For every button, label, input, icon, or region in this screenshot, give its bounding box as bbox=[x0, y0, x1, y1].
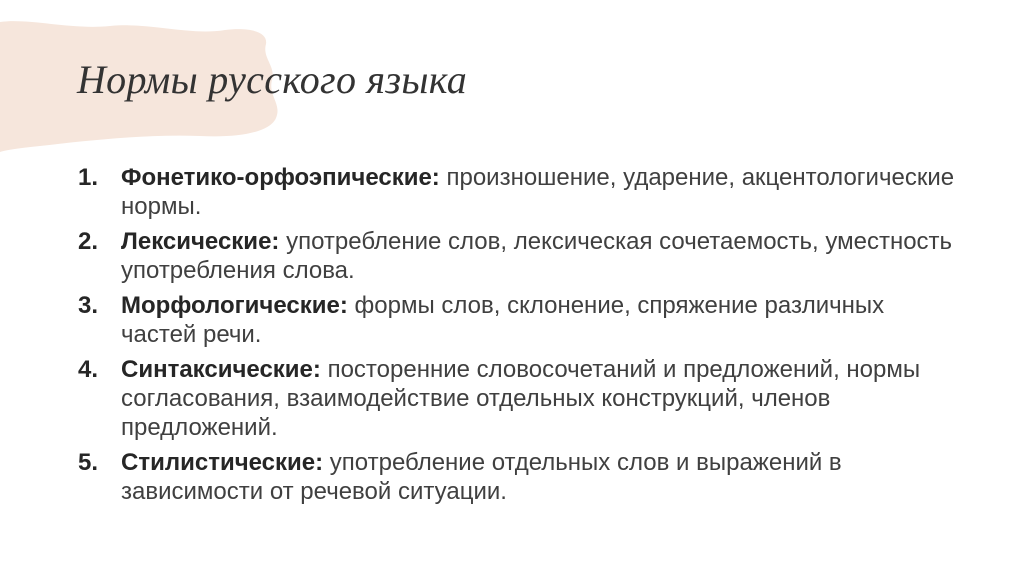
list-item-term: Стилистические: bbox=[121, 449, 324, 476]
list-item-description: формы слов, склонение, спряжение различных частей речи. bbox=[121, 292, 885, 348]
list-item-description: посторенние словосочетаний и предложений, нормы согласования, взаимодействие отдельных конструкций, членов предложений. bbox=[121, 356, 921, 441]
list-item-text bbox=[121, 163, 958, 221]
list-item-text bbox=[121, 448, 958, 506]
list-item-number: 4. bbox=[78, 356, 99, 383]
list-item-number: 3. bbox=[78, 292, 99, 319]
list-item-term: Лексические: bbox=[121, 228, 280, 255]
list-item-stylistic bbox=[78, 448, 958, 506]
list-item-lexical bbox=[78, 227, 958, 285]
list-item-number: 2. bbox=[78, 228, 99, 255]
list-item-morphological bbox=[78, 291, 958, 349]
list-item-description: употребление отдельных слов и выражений в зависимости от речевой ситуации. bbox=[121, 449, 842, 505]
list-item-text bbox=[121, 355, 958, 442]
list-item-syntactic bbox=[78, 355, 958, 442]
list-item-term: Фонетико-орфоэпические: bbox=[121, 164, 440, 191]
list-item-number: 5. bbox=[78, 449, 99, 476]
list-item-term: Морфологические: bbox=[121, 292, 348, 319]
list-item-description: произношение, ударение, акцентологические нормы. bbox=[121, 164, 955, 220]
list-item-term: Синтаксические: bbox=[121, 356, 321, 383]
list-item-number: 1. bbox=[78, 164, 99, 191]
list-item-description: употребление слов, лексическая сочетаемость, уместность употребления слова. bbox=[121, 228, 953, 284]
list-item-phonetic bbox=[78, 163, 958, 221]
list-item-text bbox=[121, 227, 958, 285]
page-title: Нормы русского языка bbox=[77, 57, 468, 102]
list-item-text bbox=[121, 291, 958, 349]
norms-list bbox=[78, 163, 958, 512]
